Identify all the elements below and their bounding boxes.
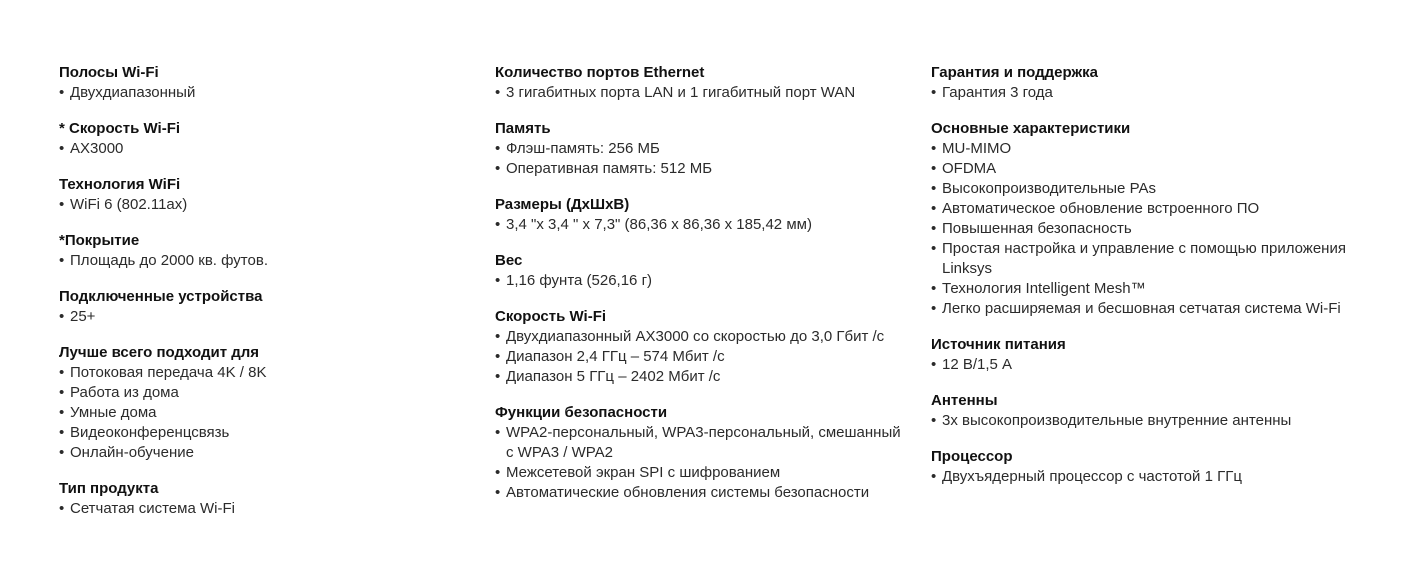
spec-item: • Повышенная безопасность [931,219,1361,239]
spec-item: • Сетчатая система Wi-Fi [59,499,469,519]
spec-column-3 [931,63,1361,503]
spec-section-product-type [59,479,469,519]
spec-section-wifi-speed-details [495,307,910,387]
spec-heading: Источник питания [931,336,1066,353]
spec-item: • Работа из дома [59,383,469,403]
spec-heading: Технология WiFi [59,176,181,193]
spec-section-key-features [931,119,1361,319]
spec-list [931,139,1361,319]
spec-item: • Высокопроизводительные PAs [931,179,1361,199]
spec-item: • Диапазон 5 ГГц – 2402 Мбит /с [495,367,910,387]
spec-item: • 3 гигабитных порта LAN и 1 гигабитный порт WAN [495,83,910,103]
spec-section-memory [495,119,910,179]
spec-list [931,355,1361,375]
spec-heading: Полосы Wi-Fi [59,64,159,81]
spec-list [59,307,469,327]
spec-section-wifi-technology [59,175,469,215]
spec-column-2 [495,63,910,519]
spec-heading: Скорость Wi-Fi [495,308,607,325]
spec-item: • Двухдиапазонный [59,83,469,103]
spec-item: • Двухъядерный процессор с частотой 1 ГГц [931,467,1361,487]
spec-list [495,83,910,103]
spec-list [59,499,469,519]
spec-heading: Антенны [931,392,998,409]
spec-item: • 25+ [59,307,469,327]
spec-section-weight [495,251,910,291]
spec-item: • 12 В/1,5 А [931,355,1361,375]
spec-list [59,363,469,463]
spec-item: • 1,16 фунта (526,16 г) [495,271,910,291]
spec-item: • Оперативная память: 512 МБ [495,159,910,179]
spec-list [931,467,1361,487]
spec-list [931,411,1361,431]
spec-section-ethernet-ports [495,63,910,103]
spec-item: • Умные дома [59,403,469,423]
spec-list [495,215,910,235]
spec-section-power-supply [931,335,1361,375]
spec-list [495,423,910,503]
spec-heading: Подключенные устройства [59,288,263,305]
spec-section-wifi-bands [59,63,469,103]
spec-item: • Диапазон 2,4 ГГц – 574 Мбит /с [495,347,910,367]
spec-heading: Процессор [931,448,1013,465]
spec-section-connected-devices [59,287,469,327]
spec-item: • Автоматические обновления системы безопасности [495,483,910,503]
spec-list [495,271,910,291]
spec-item: • 3x высокопроизводительные внутренние антенны [931,411,1361,431]
spec-section-warranty [931,63,1361,103]
spec-item: • Флэш-память: 256 МБ [495,139,910,159]
spec-list [59,251,469,271]
spec-item: • Простая настройка и управление с помощью приложения Linksys [931,239,1361,279]
spec-item: • Потоковая передача 4K / 8K [59,363,469,383]
spec-section-processor [931,447,1361,487]
spec-section-coverage [59,231,469,271]
spec-item: • Видеоконференцсвязь [59,423,469,443]
spec-item: • Гарантия 3 года [931,83,1361,103]
spec-section-dimensions [495,195,910,235]
spec-heading: Тип продукта [59,480,159,497]
spec-item: • Онлайн-обучение [59,443,469,463]
spec-heading: Вес [495,252,523,269]
spec-item: • OFDMA [931,159,1361,179]
spec-list [931,83,1361,103]
spec-item: • Межсетевой экран SPI с шифрованием [495,463,910,483]
spec-list [495,139,910,179]
spec-section-best-for [59,343,469,463]
spec-list [59,83,469,103]
spec-list [59,195,469,215]
spec-item: • Площадь до 2000 кв. футов. [59,251,469,271]
spec-item: • WPA2-персональный, WPA3-персональный, смешанный с WPA3 / WPA2 [495,423,910,463]
spec-item: • AX3000 [59,139,469,159]
spec-item: • Двухдиапазонный AX3000 со скоростью до 3,0 Гбит /с [495,327,910,347]
spec-section-wifi-speed [59,119,469,159]
spec-item: • Автоматическое обновление встроенного ПО [931,199,1361,219]
spec-heading: Функции безопасности [495,404,668,421]
spec-heading: Лучше всего подходит для [59,344,260,361]
spec-section-security-features [495,403,910,503]
spec-column-1 [59,63,469,535]
spec-item: • Технология Intelligent Mesh™ [931,279,1361,299]
spec-item: • WiFi 6 (802.11ax) [59,195,469,215]
spec-list [59,139,469,159]
spec-item: • 3,4 "x 3,4 " x 7,3" (86,36 x 86,36 x 185,42 мм) [495,215,910,235]
spec-heading: *Покрытие [59,232,140,249]
spec-heading: Основные характеристики [931,120,1131,137]
spec-heading: Размеры (ДхШхВ) [495,196,630,213]
spec-section-antennas [931,391,1361,431]
spec-item: • Легко расширяемая и бесшовная сетчатая система Wi-Fi [931,299,1361,319]
spec-heading: Память [495,120,551,137]
spec-heading: Количество портов Ethernet [495,64,705,81]
spec-heading: * Скорость Wi-Fi [59,120,181,137]
spec-list [495,327,910,387]
spec-heading: Гарантия и поддержка [931,64,1098,81]
spec-item: • MU-MIMO [931,139,1361,159]
